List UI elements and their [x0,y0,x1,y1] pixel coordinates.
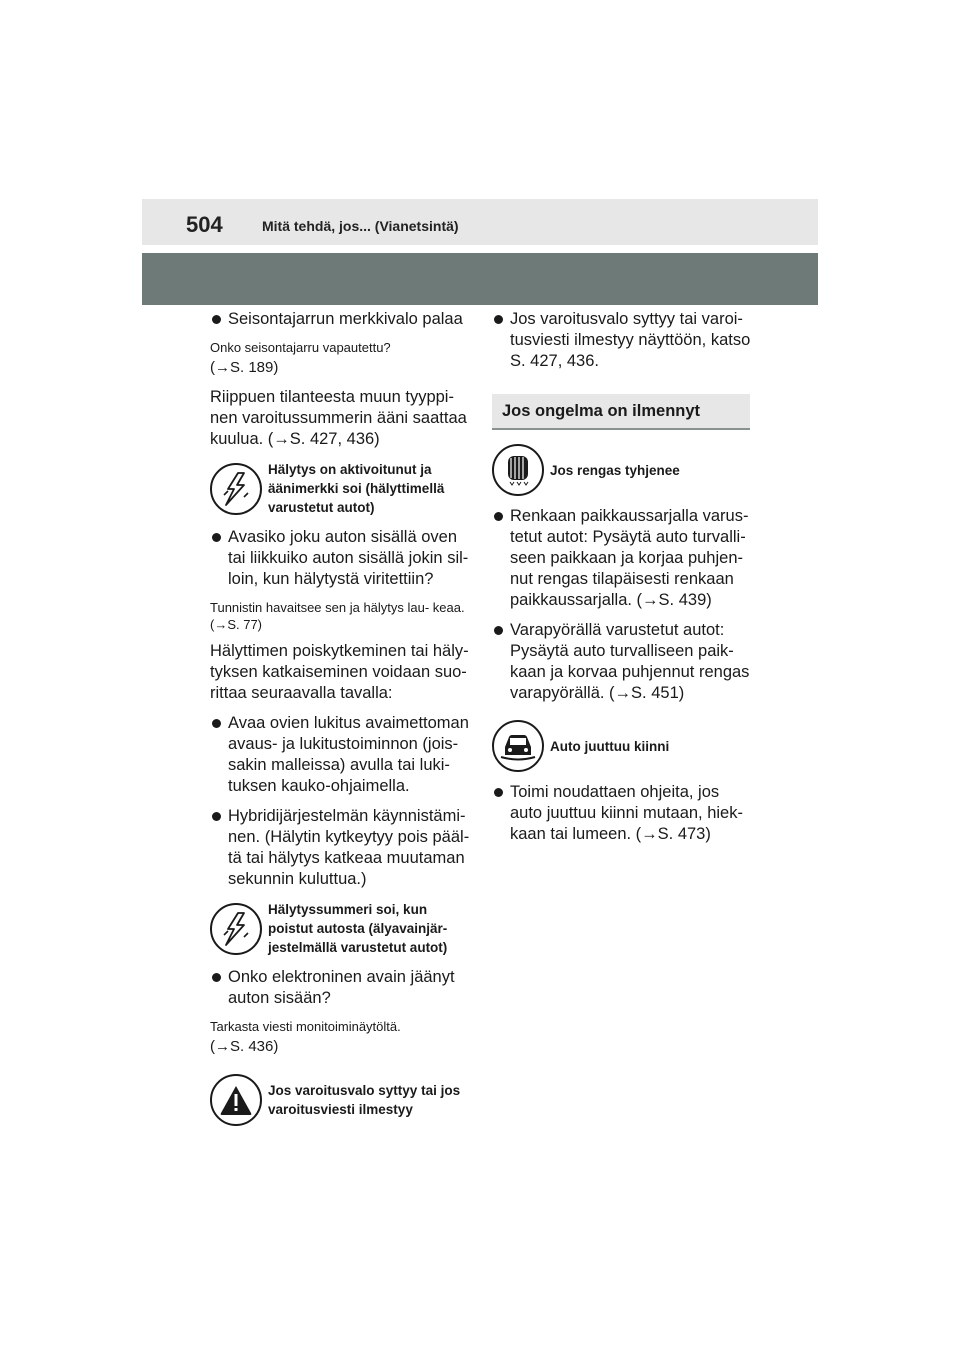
flat-tire-icon [492,444,544,496]
bullet-warning-light: Jos varoitusvalo syttyy tai varoi- tusviesti ilmestyy näyttöön, katso S. 427, 436. [492,309,754,372]
icon-block-tire [492,444,754,496]
stuck-icon-label: Auto juuttuu kiinni [550,738,670,754]
icon-block-alarm-buzzer [210,900,472,957]
alarm-lightning-icon [210,463,262,515]
warning-icon-label: Jos varoitusvalo syttyy tai jos varoitusviesti ilmestyy [268,1083,461,1117]
bullet-key-inside: Onko elektroninen avain jäänyt auton sisään? [210,967,472,1009]
note-check-display: Tarkasta viesti monitoiminäytöltä. [210,1019,401,1034]
header-strip [142,199,818,245]
bullet-spare-tire: Varapyörällä varustetut autot: Pysäytä auto turvalliseen paik- kaan ja korvaa puhjennut rengas varapyörällä. (→S. 451) [492,620,754,704]
left-column [210,309,472,1136]
page-number: 504 [186,212,223,237]
problem-heading: Jos ongelma on ilmennyt [492,394,750,430]
ref-parking-brake: (→S. 189) [210,359,279,376]
bullet-door-moved: Avasiko joku auton sisällä oven tai liikkuiko auton sisällä jokin sil- loin, kun hälytystä viritettiin? [210,527,472,590]
section-title: Mitä tehdä, jos... (Vianetsintä) [262,218,459,234]
buzzer-icon-label: Hälytyssummeri soi, kun poistut autosta (älyavainjär- jestelmällä varustetut autot) [268,902,448,955]
bullet-parking-brake: Seisontajarrun merkkivalo palaa [210,309,472,330]
alarm-icon-label: Hälytys on aktivoitunut ja äänimerkki soi (hälyttimellä varustetut autot) [268,462,445,515]
para-deactivate: Hälyttimen poiskytkeminen tai häly- tyksen katkaiseminen voidaan suo- rittaa seuraavalla tavalla: [210,642,469,702]
note-parking-brake: Onko seisontajarru vapautettu? [210,340,391,355]
bullet-stuck-instructions: Toimi noudattaen ohjeita, jos auto juuttuu kiinni mutaan, hiek- kaan tai lumeen. (→S. 473) [492,782,754,845]
right-column [492,309,754,854]
icon-block-stuck [492,720,754,772]
icon-block-warning [210,1074,472,1126]
ref-display: (→S. 436) [210,1038,279,1055]
bullet-unlock: Avaa ovien lukitus avaimettoman avaus- ja lukitustoiminnon (jois- sakin malleissa) avulla tai luki- tuksen kauko-ohjaimella. [210,713,472,797]
icon-block-alarm [210,460,472,517]
para-buzzer: Riippuen tilanteesta muun tyyppi- nen varoitussummerin ääni saattaa kuulua. (→S. 427, 436) [210,388,467,448]
alarm-lightning-icon [210,903,262,955]
tire-icon-label: Jos rengas tyhjenee [550,462,680,478]
chapter-band [142,253,818,305]
stuck-car-icon [492,720,544,772]
warning-triangle-icon [210,1074,262,1126]
note-sensor: Tunnistin havaitsee sen ja hälytys lau- keaa. (→S. 77) [210,600,465,632]
bullet-hybrid-start: Hybridijärjestelmän käynnistämi- nen. (Hälytin kytkeytyy pois pääl- tä tai hälytys katkeaa muutaman sekunnin kuluttua.) [210,806,472,890]
bullet-repair-kit: Renkaan paikkaussarjalla varus- tetut autot: Pysäytä auto turvalli- seen paikkaan ja korjaa puhjen- nut rengas tilapäisesti renkaan paikkaussarjalla. (→S. 439) [492,506,754,611]
